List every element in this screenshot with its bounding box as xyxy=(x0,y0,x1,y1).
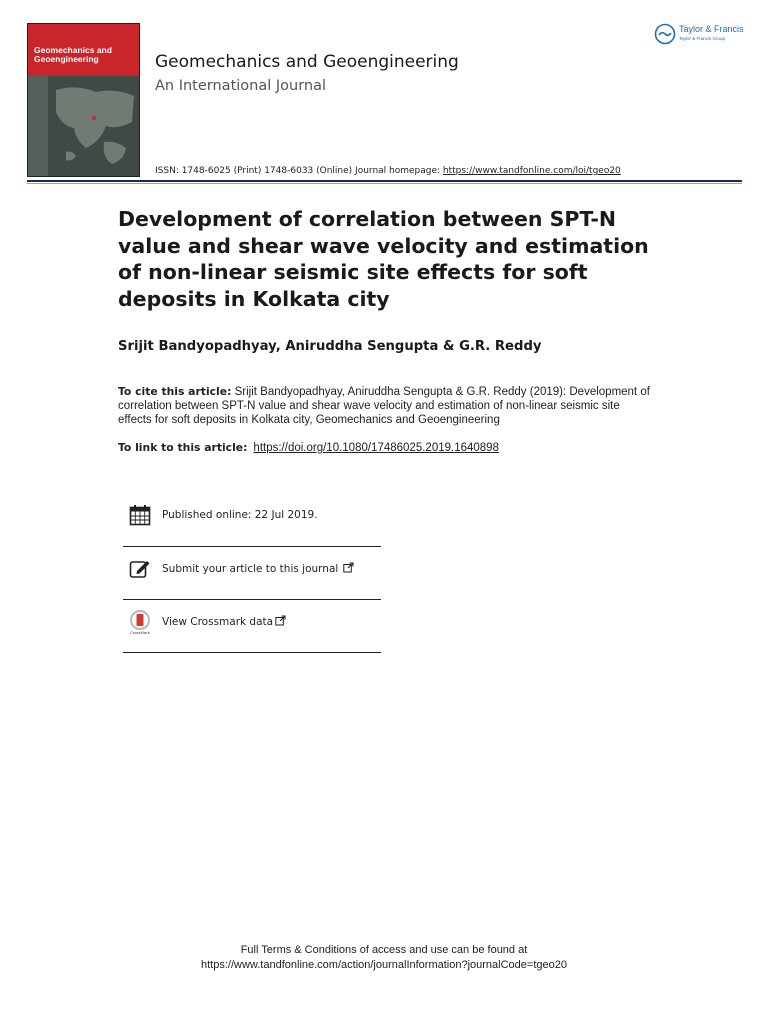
crossmark-icon xyxy=(127,609,153,635)
article-link-label: To link to this article: xyxy=(118,441,248,454)
footer-terms-link[interactable]: https://www.tandfonline.com/action/journalInformation?journalCode=tgeo20 xyxy=(201,959,567,971)
cover-title xyxy=(34,46,134,64)
header-divider-thin xyxy=(27,183,742,184)
cover-title-line2: Geoengineering xyxy=(34,54,99,64)
article-title: Development of correlation between SPT-N value and shear wave velocity and estimation of non-linear seismic site effects for soft deposits in Kolkata city xyxy=(118,207,649,311)
doi-link[interactable]: https://doi.org/10.1080/17486025.2019.1640898 xyxy=(253,442,499,454)
journal-title: Geomechanics and Geoengineering xyxy=(155,52,459,72)
cover-side-strip xyxy=(28,76,48,176)
publisher-group: Taylor & Francis Group xyxy=(679,36,726,41)
article-link-row xyxy=(118,440,499,454)
cover-title-line1: Geomechanics and xyxy=(34,45,112,55)
footer xyxy=(0,943,768,973)
submit-article-row[interactable] xyxy=(124,543,382,595)
citation-block xyxy=(118,385,653,427)
edit-icon xyxy=(127,556,153,582)
info-divider xyxy=(123,652,381,653)
external-link-icon xyxy=(343,562,354,576)
issn-line xyxy=(155,166,621,176)
calendar-icon xyxy=(127,502,153,528)
submit-article-link[interactable]: Submit your article to this journal xyxy=(162,563,339,575)
publisher-name: Taylor & Francis xyxy=(679,24,744,34)
publisher-logo-text xyxy=(679,25,744,43)
header-divider xyxy=(27,180,742,182)
crossmark-row[interactable] xyxy=(124,596,382,648)
article-authors: Srijit Bandyopadhyay, Aniruddha Sengupta & G.R. Reddy xyxy=(118,339,542,354)
publisher-logo[interactable] xyxy=(654,22,744,46)
publisher-logo-icon xyxy=(654,23,676,45)
journal-homepage-link[interactable]: https://www.tandfonline.com/loi/tgeo20 xyxy=(442,166,621,176)
issn-text: ISSN: 1748-6025 (Print) 1748-6033 (Online) Journal homepage: xyxy=(155,166,443,176)
external-link-icon xyxy=(275,615,286,629)
published-online-row xyxy=(124,489,382,541)
citation-text: Srijit Bandyopadhyay, Aniruddha Sengupta & G.R. Reddy (2019): Development of correlation between SPT-N value and shear wave velocity and estimation of non-linear seismic site effects for soft deposits in Kolkata city, Geomechanics and Geoengineering xyxy=(118,386,650,426)
journal-cover xyxy=(27,23,140,177)
cover-map-image xyxy=(46,82,138,174)
citation-label: To cite this article: xyxy=(118,385,232,398)
crossmark-logo-text: CrossMark xyxy=(130,630,150,635)
crossmark-link[interactable]: View Crossmark data xyxy=(162,616,274,628)
journal-subtitle: An International Journal xyxy=(155,78,327,94)
footer-terms-text: Full Terms & Conditions of access and use can be found at xyxy=(240,944,528,956)
published-online-text: Published online: 22 Jul 2019. xyxy=(162,509,318,521)
